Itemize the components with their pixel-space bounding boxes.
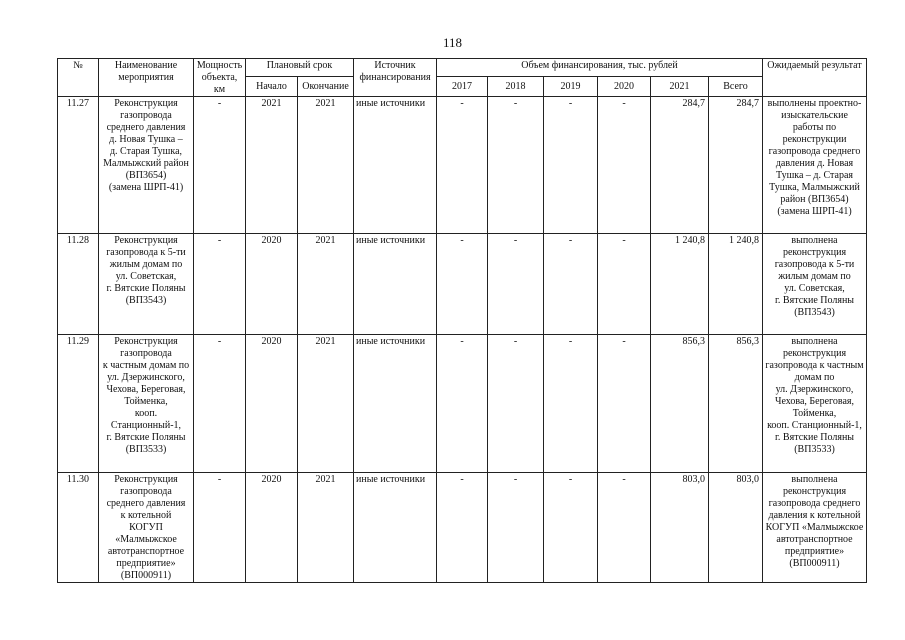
row-total: 284,7	[709, 97, 763, 234]
row-source: иные источники	[354, 335, 437, 473]
row-end: 2021	[298, 234, 354, 335]
row-num: 11.28	[58, 234, 99, 335]
header-source: Источник финансирования	[354, 59, 437, 97]
header-result: Ожидаемый результат	[763, 59, 867, 97]
header-capacity: Мощность объекта, км	[194, 59, 246, 97]
header-start: Начало	[246, 76, 298, 96]
row-total: 856,3	[709, 335, 763, 473]
header-name: Наименование мероприятия	[99, 59, 194, 97]
header-2019: 2019	[544, 76, 598, 96]
row-num: 11.30	[58, 473, 99, 583]
row-2019: -	[544, 335, 598, 473]
row-2018: -	[488, 97, 544, 234]
header-2017: 2017	[437, 76, 488, 96]
row-2017: -	[437, 473, 488, 583]
row-start: 2021	[246, 97, 298, 234]
header-2021: 2021	[651, 76, 709, 96]
row-2018: -	[488, 335, 544, 473]
row-source: иные источники	[354, 234, 437, 335]
row-capacity: -	[194, 234, 246, 335]
row-2017: -	[437, 335, 488, 473]
row-total: 1 240,8	[709, 234, 763, 335]
row-num: 11.27	[58, 97, 99, 234]
row-2020: -	[598, 335, 651, 473]
row-result: выполнена реконструкция газопровода среднего давления к котельной КОГУП «Малмыжское автотранспортное предприятие» (ВП000911)	[763, 473, 867, 583]
row-2019: -	[544, 473, 598, 583]
row-capacity: -	[194, 335, 246, 473]
table-row	[58, 97, 867, 234]
activities-table	[57, 58, 867, 583]
row-2020: -	[598, 97, 651, 234]
row-2021: 856,3	[651, 335, 709, 473]
row-result: выполнены проектно- изыскательские работы по реконструкции газопровода среднего давления д. Новая Тушка – д. Старая Тушка, Малмыжский район (ВП3654) (замена ШРП-41)	[763, 97, 867, 234]
row-2018: -	[488, 473, 544, 583]
header-2018: 2018	[488, 76, 544, 96]
row-name: Реконструкция газопровода среднего давления к котельной КОГУП «Малмыжское автотранспортное предприятие» (ВП000911)	[99, 473, 194, 583]
row-2020: -	[598, 234, 651, 335]
table-row	[58, 335, 867, 473]
row-source: иные источники	[354, 473, 437, 583]
row-2019: -	[544, 234, 598, 335]
row-2020: -	[598, 473, 651, 583]
row-2021: 1 240,8	[651, 234, 709, 335]
row-end: 2021	[298, 335, 354, 473]
table-row	[58, 234, 867, 335]
row-2019: -	[544, 97, 598, 234]
row-2021: 803,0	[651, 473, 709, 583]
row-name: Реконструкция газопровода к частным домам по ул. Дзержинского, Чехова, Береговая, Тойменка, кооп. Станционный-1, г. Вятские Поляны (ВП3533)	[99, 335, 194, 473]
header-row-1	[58, 59, 867, 77]
row-start: 2020	[246, 234, 298, 335]
row-start: 2020	[246, 473, 298, 583]
row-start: 2020	[246, 335, 298, 473]
row-result: выполнена реконструкция газопровода к 5-ти жилым домам по ул. Советская, г. Вятские Поляны (ВП3543)	[763, 234, 867, 335]
row-result: выполнена реконструкция газопровода к частным домам по ул. Дзержинского, Чехова, Береговая, Тойменка, кооп. Станционный-1, г. Вятские Поляны (ВП3533)	[763, 335, 867, 473]
row-2017: -	[437, 97, 488, 234]
row-num: 11.29	[58, 335, 99, 473]
row-2021: 284,7	[651, 97, 709, 234]
header-end: Окончание	[298, 76, 354, 96]
row-capacity: -	[194, 473, 246, 583]
header-total: Всего	[709, 76, 763, 96]
row-end: 2021	[298, 473, 354, 583]
header-2020: 2020	[598, 76, 651, 96]
row-2017: -	[437, 234, 488, 335]
row-end: 2021	[298, 97, 354, 234]
header-num: №	[58, 59, 99, 97]
row-2018: -	[488, 234, 544, 335]
row-capacity: -	[194, 97, 246, 234]
row-source: иные источники	[354, 97, 437, 234]
row-total: 803,0	[709, 473, 763, 583]
table-row	[58, 473, 867, 583]
header-funding: Объем финансирования, тыс. рублей	[437, 59, 763, 77]
page-number: 118	[442, 35, 463, 50]
row-name: Реконструкция газопровода среднего давления д. Новая Тушка – д. Старая Тушка, Малмыжский район (ВП3654) (замена ШРП-41)	[99, 97, 194, 234]
row-name: Реконструкция газопровода к 5-ти жилым домам по ул. Советская, г. Вятские Поляны (ВП3543)	[99, 234, 194, 335]
header-planned-term: Плановый срок	[246, 59, 354, 77]
